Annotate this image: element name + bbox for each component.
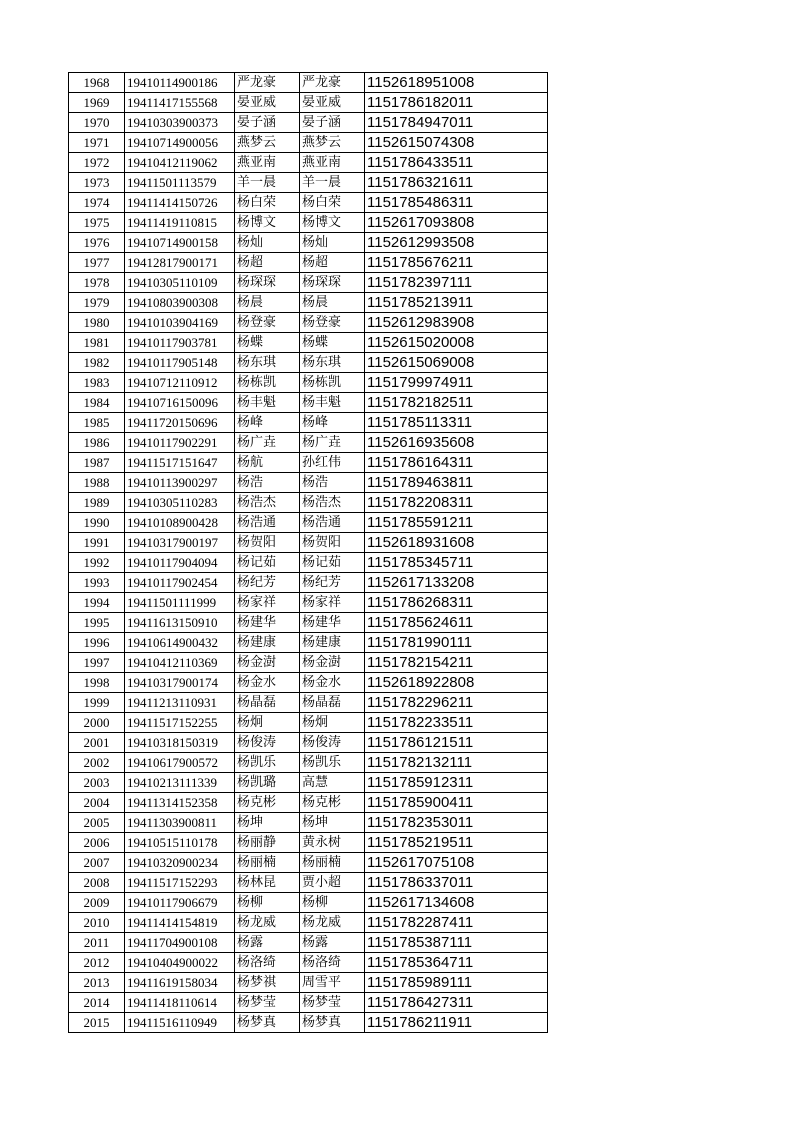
row-name2-cell: 黄永树	[300, 833, 365, 853]
row-name2-cell: 杨超	[300, 253, 365, 273]
row-name2-cell: 杨柳	[300, 893, 365, 913]
row-id-cell: 19411704900108	[125, 933, 235, 953]
table-row	[69, 953, 548, 973]
row-id-cell: 19411418110614	[125, 993, 235, 1013]
row-name-cell: 杨灿	[235, 233, 300, 253]
table-row	[69, 853, 548, 873]
table-row	[69, 353, 548, 373]
row-name2-cell: 杨浩	[300, 473, 365, 493]
row-number-cell: 1151785345711	[365, 553, 548, 573]
row-name2-cell: 杨晶磊	[300, 693, 365, 713]
row-id-cell: 19410117904094	[125, 553, 235, 573]
row-name2-cell: 杨白荣	[300, 193, 365, 213]
row-seq-cell: 1993	[69, 573, 125, 593]
row-name-cell: 燕梦云	[235, 133, 300, 153]
row-id-cell: 19411414154819	[125, 913, 235, 933]
row-number-cell: 1152617133208	[365, 573, 548, 593]
row-name2-cell: 杨栋凯	[300, 373, 365, 393]
row-name-cell: 杨栋凯	[235, 373, 300, 393]
row-number-cell: 1152615074308	[365, 133, 548, 153]
row-id-cell: 19410213111339	[125, 773, 235, 793]
row-number-cell: 1152617075108	[365, 853, 548, 873]
row-number-cell: 1151785900411	[365, 793, 548, 813]
row-name-cell: 杨金水	[235, 673, 300, 693]
row-name-cell: 杨建华	[235, 613, 300, 633]
row-id-cell: 19410317900197	[125, 533, 235, 553]
roster-body	[69, 73, 548, 1033]
row-number-cell: 1151789463811	[365, 473, 548, 493]
table-row	[69, 293, 548, 313]
row-name-cell: 杨梦祺	[235, 973, 300, 993]
row-name-cell: 燕亚南	[235, 153, 300, 173]
row-number-cell: 1151785219511	[365, 833, 548, 853]
table-row	[69, 313, 548, 333]
table-row	[69, 373, 548, 393]
row-name-cell: 杨丰魁	[235, 393, 300, 413]
row-seq-cell: 1977	[69, 253, 125, 273]
table-row	[69, 193, 548, 213]
row-number-cell: 1151782397111	[365, 273, 548, 293]
row-id-cell: 19411417155568	[125, 93, 235, 113]
row-name2-cell: 杨纪芳	[300, 573, 365, 593]
table-row	[69, 593, 548, 613]
row-id-cell: 19410303900373	[125, 113, 235, 133]
table-row	[69, 913, 548, 933]
row-seq-cell: 2014	[69, 993, 125, 1013]
row-name2-cell: 贾小超	[300, 873, 365, 893]
table-row	[69, 833, 548, 853]
row-id-cell: 19410113900297	[125, 473, 235, 493]
row-seq-cell: 1975	[69, 213, 125, 233]
row-number-cell: 1151785364711	[365, 953, 548, 973]
row-seq-cell: 1995	[69, 613, 125, 633]
row-id-cell: 19411314152358	[125, 793, 235, 813]
table-row	[69, 633, 548, 653]
row-id-cell: 19411516110949	[125, 1013, 235, 1033]
row-seq-cell: 1981	[69, 333, 125, 353]
row-name-cell: 杨坤	[235, 813, 300, 833]
row-seq-cell: 2015	[69, 1013, 125, 1033]
row-number-cell: 1151782132111	[365, 753, 548, 773]
row-name-cell: 杨纪芳	[235, 573, 300, 593]
table-row	[69, 333, 548, 353]
row-name2-cell: 高慧	[300, 773, 365, 793]
row-seq-cell: 1969	[69, 93, 125, 113]
row-seq-cell: 2013	[69, 973, 125, 993]
row-name-cell: 杨克彬	[235, 793, 300, 813]
row-id-cell: 19410117902291	[125, 433, 235, 453]
row-name2-cell: 严龙豪	[300, 73, 365, 93]
row-name-cell: 杨白荣	[235, 193, 300, 213]
table-row	[69, 93, 548, 113]
row-name-cell: 杨琛琛	[235, 273, 300, 293]
row-number-cell: 1151784947011	[365, 113, 548, 133]
row-name-cell: 杨贺阳	[235, 533, 300, 553]
row-seq-cell: 1988	[69, 473, 125, 493]
table-row	[69, 73, 548, 93]
row-id-cell: 19411720150696	[125, 413, 235, 433]
row-number-cell: 1151785676211	[365, 253, 548, 273]
table-row	[69, 613, 548, 633]
row-number-cell: 1151799974911	[365, 373, 548, 393]
row-name-cell: 杨凯乐	[235, 753, 300, 773]
row-seq-cell: 2010	[69, 913, 125, 933]
row-number-cell: 1151782208311	[365, 493, 548, 513]
table-row	[69, 753, 548, 773]
row-seq-cell: 1990	[69, 513, 125, 533]
table-row	[69, 433, 548, 453]
row-name-cell: 杨丽楠	[235, 853, 300, 873]
row-name2-cell: 杨浩杰	[300, 493, 365, 513]
row-name-cell: 杨晶磊	[235, 693, 300, 713]
row-name2-cell: 晏亚威	[300, 93, 365, 113]
row-seq-cell: 2008	[69, 873, 125, 893]
row-name2-cell: 燕亚南	[300, 153, 365, 173]
row-name2-cell: 杨博文	[300, 213, 365, 233]
row-name2-cell: 杨广垚	[300, 433, 365, 453]
table-row	[69, 873, 548, 893]
row-number-cell: 1151785624611	[365, 613, 548, 633]
row-name-cell: 杨登豪	[235, 313, 300, 333]
row-seq-cell: 1979	[69, 293, 125, 313]
table-row	[69, 813, 548, 833]
row-seq-cell: 2009	[69, 893, 125, 913]
table-row	[69, 473, 548, 493]
row-id-cell: 19410305110283	[125, 493, 235, 513]
row-seq-cell: 1987	[69, 453, 125, 473]
table-row	[69, 993, 548, 1013]
row-seq-cell: 1973	[69, 173, 125, 193]
row-number-cell: 1151786433511	[365, 153, 548, 173]
row-seq-cell: 2000	[69, 713, 125, 733]
row-number-cell: 1151785591211	[365, 513, 548, 533]
table-row	[69, 553, 548, 573]
table-row	[69, 413, 548, 433]
row-name2-cell: 杨峰	[300, 413, 365, 433]
row-id-cell: 19411613150910	[125, 613, 235, 633]
table-row	[69, 733, 548, 753]
row-seq-cell: 2006	[69, 833, 125, 853]
row-name2-cell: 杨金水	[300, 673, 365, 693]
row-name-cell: 杨龙威	[235, 913, 300, 933]
row-name2-cell: 杨丰魁	[300, 393, 365, 413]
row-name-cell: 杨浩通	[235, 513, 300, 533]
row-name-cell: 杨露	[235, 933, 300, 953]
row-number-cell: 1151782353011	[365, 813, 548, 833]
table-row	[69, 173, 548, 193]
table-row	[69, 513, 548, 533]
row-name2-cell: 杨琛琛	[300, 273, 365, 293]
row-id-cell: 19410117902454	[125, 573, 235, 593]
row-name2-cell: 孙红伟	[300, 453, 365, 473]
row-number-cell: 1151785387111	[365, 933, 548, 953]
row-id-cell: 19411517151647	[125, 453, 235, 473]
table-row	[69, 273, 548, 293]
row-name2-cell: 杨建康	[300, 633, 365, 653]
row-name-cell: 杨峰	[235, 413, 300, 433]
row-id-cell: 19411517152293	[125, 873, 235, 893]
row-id-cell: 19412817900171	[125, 253, 235, 273]
row-number-cell: 1152615069008	[365, 353, 548, 373]
row-id-cell: 19410318150319	[125, 733, 235, 753]
row-id-cell: 19410117906679	[125, 893, 235, 913]
row-name-cell: 杨梦莹	[235, 993, 300, 1013]
row-id-cell: 19410803900308	[125, 293, 235, 313]
row-number-cell: 1152615020008	[365, 333, 548, 353]
row-seq-cell: 1980	[69, 313, 125, 333]
table-row	[69, 933, 548, 953]
row-id-cell: 19411303900811	[125, 813, 235, 833]
row-number-cell: 1151785486311	[365, 193, 548, 213]
row-number-cell: 1152618951008	[365, 73, 548, 93]
table-row	[69, 713, 548, 733]
row-seq-cell: 1982	[69, 353, 125, 373]
table-row	[69, 893, 548, 913]
row-name-cell: 杨超	[235, 253, 300, 273]
row-name2-cell: 杨蝶	[300, 333, 365, 353]
row-name-cell: 杨梦真	[235, 1013, 300, 1033]
row-name-cell: 杨蝶	[235, 333, 300, 353]
row-name2-cell: 杨梦莹	[300, 993, 365, 1013]
row-name2-cell: 杨克彬	[300, 793, 365, 813]
row-number-cell: 1151786321611	[365, 173, 548, 193]
row-name2-cell: 杨东琪	[300, 353, 365, 373]
row-name-cell: 杨博文	[235, 213, 300, 233]
row-number-cell: 1151786121511	[365, 733, 548, 753]
row-id-cell: 19411414150726	[125, 193, 235, 213]
row-name-cell: 杨东琪	[235, 353, 300, 373]
row-number-cell: 1151785989111	[365, 973, 548, 993]
row-seq-cell: 1985	[69, 413, 125, 433]
row-name2-cell: 杨登豪	[300, 313, 365, 333]
row-id-cell: 19411419110815	[125, 213, 235, 233]
table-row	[69, 693, 548, 713]
row-id-cell: 19410317900174	[125, 673, 235, 693]
row-id-cell: 19410320900234	[125, 853, 235, 873]
row-name2-cell: 周雪平	[300, 973, 365, 993]
row-name-cell: 杨晨	[235, 293, 300, 313]
table-row	[69, 533, 548, 553]
row-id-cell: 19410617900572	[125, 753, 235, 773]
row-seq-cell: 2002	[69, 753, 125, 773]
row-id-cell: 19410305110109	[125, 273, 235, 293]
row-name-cell: 杨建康	[235, 633, 300, 653]
row-name2-cell: 杨梦真	[300, 1013, 365, 1033]
row-seq-cell: 1998	[69, 673, 125, 693]
row-name-cell: 杨航	[235, 453, 300, 473]
row-number-cell: 1151782233511	[365, 713, 548, 733]
row-name2-cell: 杨晨	[300, 293, 365, 313]
table-row	[69, 213, 548, 233]
row-seq-cell: 2007	[69, 853, 125, 873]
row-seq-cell: 1978	[69, 273, 125, 293]
row-seq-cell: 2004	[69, 793, 125, 813]
row-seq-cell: 1974	[69, 193, 125, 213]
row-number-cell: 1151785213911	[365, 293, 548, 313]
row-id-cell: 19410114900186	[125, 73, 235, 93]
row-name-cell: 杨凯璐	[235, 773, 300, 793]
row-number-cell: 1152612983908	[365, 313, 548, 333]
row-name2-cell: 杨洛绮	[300, 953, 365, 973]
row-seq-cell: 1983	[69, 373, 125, 393]
row-name2-cell: 杨龙威	[300, 913, 365, 933]
row-number-cell: 1151785912311	[365, 773, 548, 793]
row-id-cell: 19411619158034	[125, 973, 235, 993]
row-name-cell: 杨柳	[235, 893, 300, 913]
table-row	[69, 773, 548, 793]
table-row	[69, 493, 548, 513]
table-row	[69, 253, 548, 273]
row-name2-cell: 杨露	[300, 933, 365, 953]
row-seq-cell: 1970	[69, 113, 125, 133]
row-name-cell: 羊一晨	[235, 173, 300, 193]
row-number-cell: 1152618922808	[365, 673, 548, 693]
table-row	[69, 233, 548, 253]
row-name2-cell: 杨丽楠	[300, 853, 365, 873]
row-seq-cell: 1997	[69, 653, 125, 673]
row-id-cell: 19410412119062	[125, 153, 235, 173]
row-number-cell: 1151782287411	[365, 913, 548, 933]
row-number-cell: 1152616935608	[365, 433, 548, 453]
row-name2-cell: 杨贺阳	[300, 533, 365, 553]
row-seq-cell: 2001	[69, 733, 125, 753]
row-id-cell: 19411213110931	[125, 693, 235, 713]
row-name2-cell: 晏子涵	[300, 113, 365, 133]
row-name2-cell: 杨凯乐	[300, 753, 365, 773]
row-name-cell: 杨记茹	[235, 553, 300, 573]
row-id-cell: 19411501113579	[125, 173, 235, 193]
row-name-cell: 杨金澍	[235, 653, 300, 673]
table-row	[69, 113, 548, 133]
roster-table	[68, 72, 548, 1033]
row-name-cell: 杨林昆	[235, 873, 300, 893]
table-row	[69, 393, 548, 413]
row-name2-cell: 杨记茹	[300, 553, 365, 573]
row-name2-cell: 杨浩通	[300, 513, 365, 533]
row-id-cell: 19410712110912	[125, 373, 235, 393]
row-id-cell: 19410515110178	[125, 833, 235, 853]
row-seq-cell: 1992	[69, 553, 125, 573]
row-seq-cell: 1984	[69, 393, 125, 413]
row-seq-cell: 1994	[69, 593, 125, 613]
row-seq-cell: 1989	[69, 493, 125, 513]
row-id-cell: 19411501111999	[125, 593, 235, 613]
row-name-cell: 晏亚威	[235, 93, 300, 113]
row-number-cell: 1151786427311	[365, 993, 548, 1013]
row-name2-cell: 燕梦云	[300, 133, 365, 153]
table-row	[69, 153, 548, 173]
table-row	[69, 673, 548, 693]
row-seq-cell: 1968	[69, 73, 125, 93]
row-number-cell: 1152617093808	[365, 213, 548, 233]
row-name-cell: 杨俊涛	[235, 733, 300, 753]
row-number-cell: 1151786337011	[365, 873, 548, 893]
row-name2-cell: 羊一晨	[300, 173, 365, 193]
row-name-cell: 杨洛绮	[235, 953, 300, 973]
row-number-cell: 1151786211911	[365, 1013, 548, 1033]
row-number-cell: 1152617134608	[365, 893, 548, 913]
row-seq-cell: 1976	[69, 233, 125, 253]
row-name2-cell: 杨灿	[300, 233, 365, 253]
row-id-cell: 19410117903781	[125, 333, 235, 353]
row-seq-cell: 2012	[69, 953, 125, 973]
row-number-cell: 1151786182011	[365, 93, 548, 113]
row-id-cell: 19410117905148	[125, 353, 235, 373]
row-name2-cell: 杨俊涛	[300, 733, 365, 753]
table-row	[69, 973, 548, 993]
row-number-cell: 1151781990111	[365, 633, 548, 653]
row-name2-cell: 杨家祥	[300, 593, 365, 613]
row-name2-cell: 杨金澍	[300, 653, 365, 673]
table-row	[69, 133, 548, 153]
row-id-cell: 19410714900158	[125, 233, 235, 253]
row-number-cell: 1152618931608	[365, 533, 548, 553]
table-row	[69, 1013, 548, 1033]
row-number-cell: 1151782182511	[365, 393, 548, 413]
row-name2-cell: 杨建华	[300, 613, 365, 633]
table-row	[69, 793, 548, 813]
row-seq-cell: 1986	[69, 433, 125, 453]
row-number-cell: 1152612993508	[365, 233, 548, 253]
row-name-cell: 杨丽静	[235, 833, 300, 853]
row-seq-cell: 2005	[69, 813, 125, 833]
table-row	[69, 573, 548, 593]
row-id-cell: 19410716150096	[125, 393, 235, 413]
row-number-cell: 1151782154211	[365, 653, 548, 673]
row-number-cell: 1151782296211	[365, 693, 548, 713]
row-seq-cell: 1972	[69, 153, 125, 173]
row-id-cell: 19410404900022	[125, 953, 235, 973]
row-name2-cell: 杨坤	[300, 813, 365, 833]
row-name2-cell: 杨炯	[300, 713, 365, 733]
row-name-cell: 晏子涵	[235, 113, 300, 133]
row-name-cell: 杨家祥	[235, 593, 300, 613]
row-seq-cell: 2003	[69, 773, 125, 793]
row-number-cell: 1151785113311	[365, 413, 548, 433]
row-id-cell: 19410714900056	[125, 133, 235, 153]
row-name-cell: 杨广垚	[235, 433, 300, 453]
row-seq-cell: 1971	[69, 133, 125, 153]
table-row	[69, 453, 548, 473]
row-seq-cell: 2011	[69, 933, 125, 953]
row-number-cell: 1151786268311	[365, 593, 548, 613]
row-id-cell: 19410103904169	[125, 313, 235, 333]
row-name-cell: 杨浩杰	[235, 493, 300, 513]
row-id-cell: 19410108900428	[125, 513, 235, 533]
row-id-cell: 19410412110369	[125, 653, 235, 673]
row-number-cell: 1151786164311	[365, 453, 548, 473]
row-seq-cell: 1991	[69, 533, 125, 553]
row-id-cell: 19410614900432	[125, 633, 235, 653]
row-seq-cell: 1996	[69, 633, 125, 653]
row-id-cell: 19411517152255	[125, 713, 235, 733]
row-name-cell: 严龙豪	[235, 73, 300, 93]
row-name-cell: 杨浩	[235, 473, 300, 493]
table-row	[69, 653, 548, 673]
row-name-cell: 杨炯	[235, 713, 300, 733]
row-seq-cell: 1999	[69, 693, 125, 713]
